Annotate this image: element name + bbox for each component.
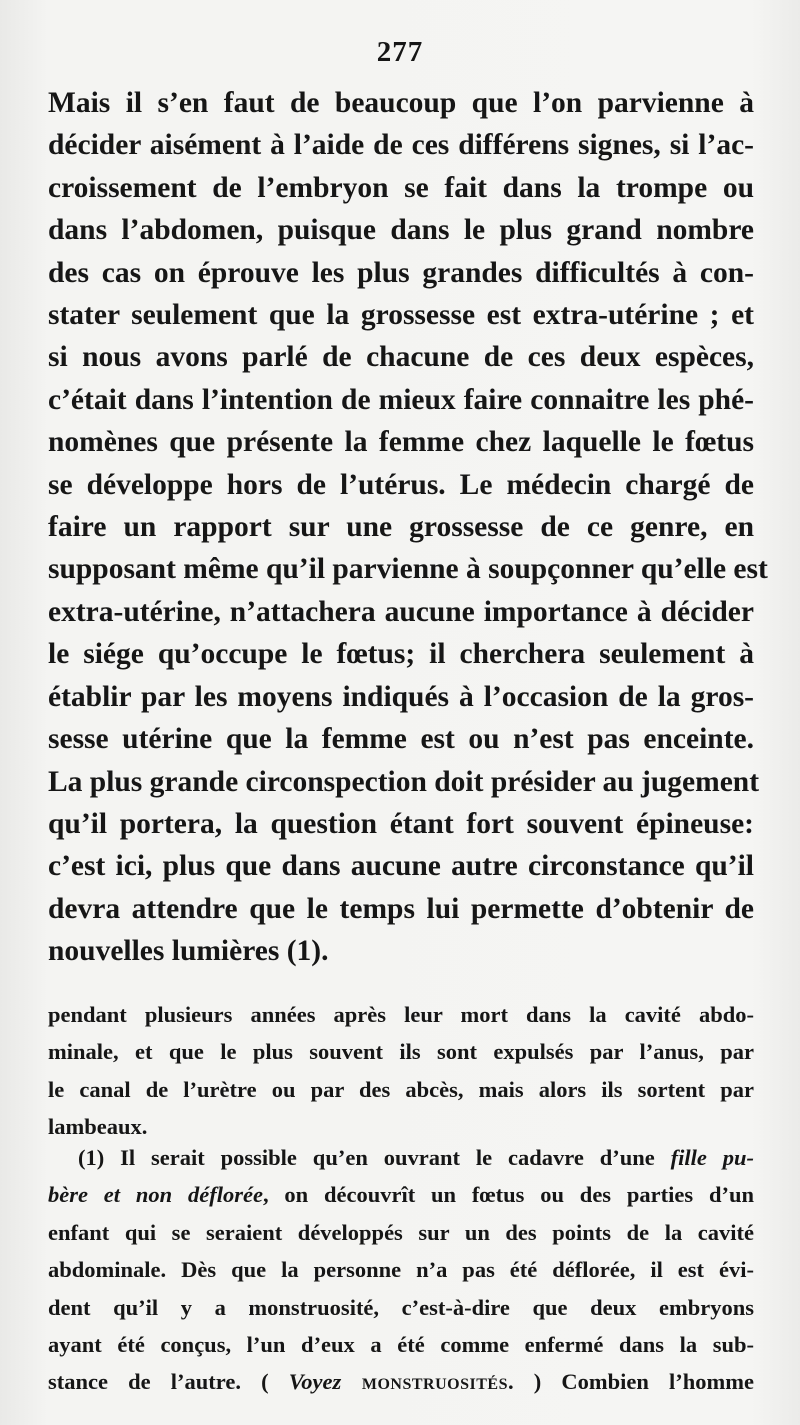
text-line-last: nouvelles lumières (1). [48,935,329,968]
footnote-1 [48,1139,754,1401]
footnote-text: . ) Combien l’homme [507,1369,754,1395]
footnote-line: abdominale. Dès que la personne n’a pas été déflorée, il est évi- [48,1257,754,1283]
footnote-italic-text: bère et non déflorée [48,1182,263,1208]
footnote-italic-text: Voyez [288,1369,342,1395]
footnote-continuation [48,996,754,1146]
page-number: 277 [376,36,424,68]
footnote-line: pendant plusieurs années après leur mort dans la cavité abdo- [48,1002,754,1027]
text-line: des cas on éprouve les plus grandes difficultés à con- [48,256,754,289]
text-line: c’était dans l’intention de mieux faire connaitre les phé- [48,383,754,416]
footnote-line-last: lambeaux. [48,1114,148,1140]
text-line: nomènes que présente la femme chez laquelle le fœtus [48,426,754,459]
text-line: stater seulement que la grossesse est extra-utérine ; et [48,299,754,332]
text-line: si nous avons parlé de chacune de ces deux espèces, [48,341,754,374]
text-line: devra attendre que le temps lui permette d’obtenir de [48,892,754,925]
cross-reference: monstruosités [341,1369,508,1395]
footnote-line: ayant été conçus, l’un d’eux a été comme enfermé dans la sub- [48,1332,754,1358]
text-line: c’est ici, plus que dans aucune autre circonstance qu’il [48,850,754,883]
text-line: dans l’abdomen, puisque dans le plus grand nombre [48,214,754,247]
text-line: décider aisément à l’aide de ces différens signes, si l’ac- [48,129,754,162]
footnote-text: , on découvrît un fœtus ou des parties d’un [262,1182,754,1208]
text-line: le siége qu’occupe le fœtus; il cherchera seulement à [48,638,754,671]
text-line: extra-utérine, n’attachera aucune importance à décider [48,595,754,628]
text-line: sesse utérine que la femme est ou n’est pas enceinte. [48,723,754,756]
footnote-line [48,1139,754,1176]
text-line: qu’il portera, la question étant fort souvent épineuse: [48,807,754,840]
footnote-line [48,1176,754,1213]
text-line: se développe hors de l’utérus. Le médecin chargé de [48,468,754,501]
footnote-italic-text: fille pu- [670,1145,754,1170]
text-line: La plus grande circonspection doit présider au jugement [48,765,760,798]
footnote-line: minale, et que le plus souvent ils sont expulsés par l’anus, par [48,1039,754,1065]
footnote-line [48,1363,754,1400]
text-line: croissement de l’embryon se fait dans la trompe ou [48,171,754,204]
footnote-line: dent qu’il y a monstruosité, c’est-à-dire que deux embryons [48,1294,754,1320]
text-line: établir par les moyens indiqués à l’occasion de la gros- [48,680,754,713]
footnote-line: le canal de l’urètre ou par des abcès, mais alors ils sortent par [48,1076,754,1102]
text-line: supposant même qu’il parvienne à soupçonner qu’elle est [48,553,768,586]
footnote-text: (1) Il serait possible qu’en ouvrant le cadavre d’une [78,1145,671,1170]
footnote-line: enfant qui se seraient développés sur un des points de la cavité [48,1219,754,1245]
footnote-text: stance de l’autre. ( [48,1369,289,1395]
main-paragraph [48,82,768,973]
text-line: faire un rapport sur une grossesse de ce genre, en [48,511,754,544]
text-line: Mais il s’en faut de beaucoup que l’on parvienne à [48,87,754,119]
